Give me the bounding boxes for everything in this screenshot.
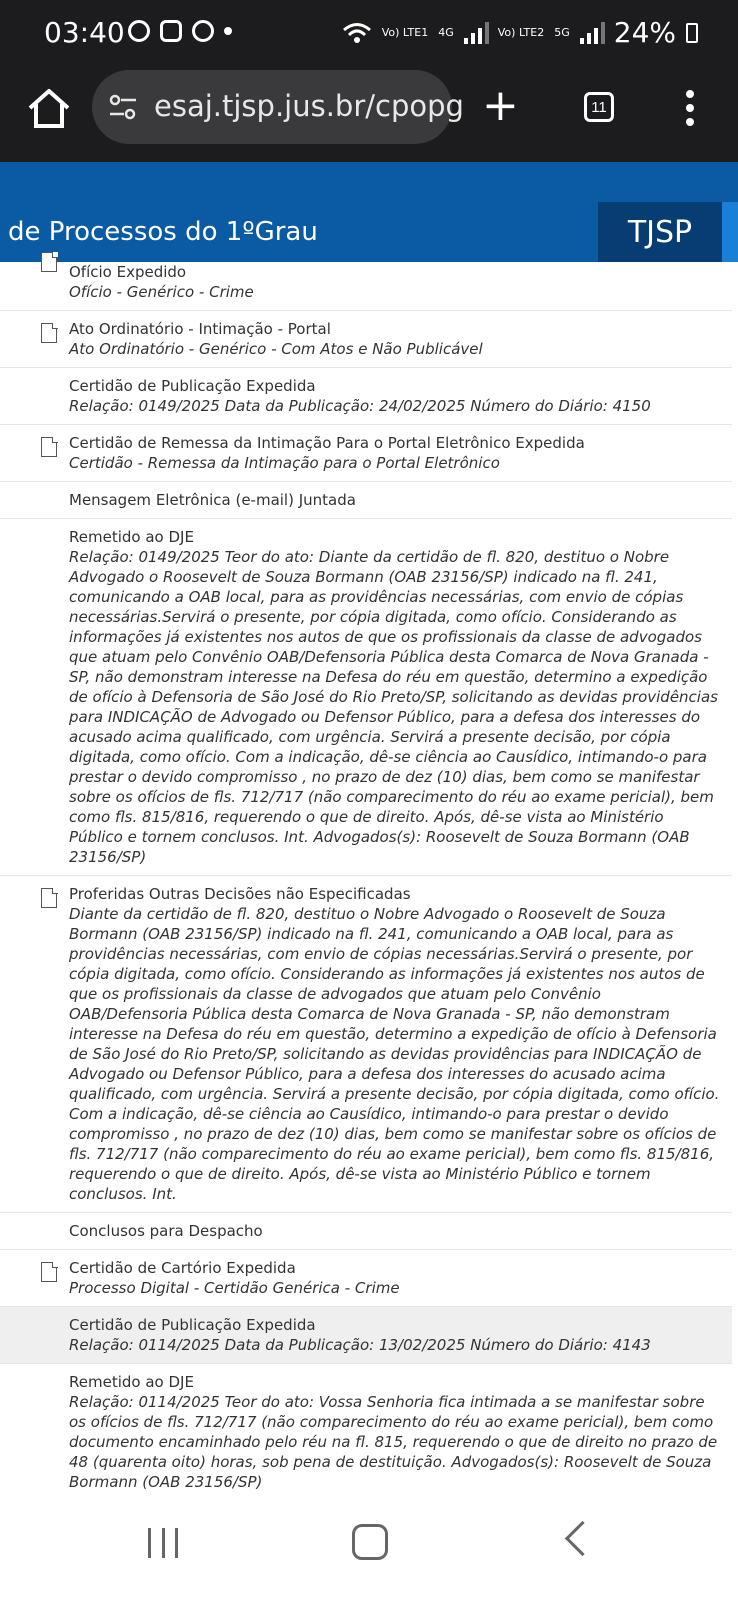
movement-title: Certidão de Cartório Expedida [69,1259,296,1277]
chat-icon [192,20,214,42]
document-icon[interactable] [41,1262,57,1282]
site-settings-icon[interactable] [108,94,138,120]
more-notifications-icon [224,27,232,35]
movements-list [0,262,732,1498]
address-bar[interactable] [92,70,464,144]
header-edge [722,202,738,262]
movement-title: Certidão de Publicação Expedida [69,377,316,395]
movement-row [0,519,732,876]
system-nav-bar [0,1498,738,1600]
signal-bars-icon [580,22,604,44]
tab-switcher-button[interactable]: 11 [584,92,614,122]
movement-row [0,1364,732,1501]
battery-charging-icon [686,23,698,43]
clock: 03:40 [44,16,125,49]
movement-title: Proferidas Outras Decisões não Especificadas [69,885,411,903]
signal-bars-icon [464,22,488,44]
movement-description: Relação: 0149/2025 Teor do ato: Diante da certidão de fl. 820, destituo o Nobre Advogado o Roosevelt de Souza Bormann (OAB 23156/SP) indicado na fl. 241, comunicando a OAB local, para as providências necessárias, com envio de cópias necessárias.Servirá o presente, por cópia digitada, como ofício. Considerando as informações já existentes nos autos de que os profissionais da classe de advogados que atuam pelo Convênio OAB/Defensoria Pública desta Comarca de Nova Granada - SP, não demonstram interesse na Defesa do réu em questão, determino a expedição de ofício à Defensoria de São José do Rio Preto/SP, solicitando as devidas providências para INDICAÇÃO de Advogado ou Defensor Público, para a defesa dos interesses do acusado acima qualificado, com urgência. Servirá a presente decisão, por cópia digitada, como ofício. Com a indicação, dê-se ciência ao Causídico, intimando-o para prestar o devido compromisso , no prazo de dez (10) dias, bem como se manifestar sobre os ofícios de fls. 712/717 (não comparecimento do réu ao exame pericial), bem como fls. 815/816, requerendo o que de direito. Após, dê-se vista ao Ministério Público e tornem conclusos. Int. Advogados(s): Roosevelt de Souza Bormann (OAB 23156/SP) [69,548,718,866]
movement-title: Conclusos para Despacho [69,1222,263,1240]
movement-row [0,1307,732,1364]
movement-description: Processo Digital - Certidão Genérica - Crime [69,1279,400,1297]
notification-icons [128,20,232,42]
site-header [0,202,738,262]
movement-title: Certidão de Publicação Expedida [69,1316,316,1334]
chrome-icon [128,20,150,42]
movement-description: Relação: 0149/2025 Data da Publicação: 24/02/2025 Número do Diário: 4150 [69,397,651,415]
movement-description: Relação: 0114/2025 Teor do ato: Vossa Senhoria fica intimada a se manifestar sobre os ofícios de fls. 712/717 (não comparecimento do réu ao exame pericial), bem como documento encaminhado pelo réu na fl. 815, requerendo o que de direito no prazo de 48 (quarenta oito) horas, sob pena de destituição. Advogados(s): Roosevelt de Souza Bormann (OAB 23156/SP) [69,1393,718,1491]
movement-row [0,311,732,368]
movement-title: Remetido ao DJE [69,1373,194,1391]
movement-row [0,262,732,311]
instagram-icon [160,20,182,42]
sim2-label: Vo) LTE2 [497,26,545,39]
movement-title: Remetido ao DJE [69,528,194,546]
new-tab-icon[interactable]: + [482,80,519,131]
movement-row [0,482,732,519]
sim1-network: 4G [438,26,454,39]
movement-row [0,425,732,482]
sim1-label: Vo) LTE1 [381,26,429,39]
movement-description: Relação: 0114/2025 Data da Publicação: 13/02/2025 Número do Diário: 4143 [69,1336,651,1354]
site-logo[interactable]: TJSP [598,202,722,262]
movement-description: Ofício - Genérico - Crime [69,283,254,301]
movement-description: Ato Ordinatório - Genérico - Com Atos e Não Publicável [69,340,483,358]
browser-toolbar [0,68,738,162]
movement-title: Ato Ordinatório - Intimação - Portal [69,320,331,338]
url-text: esaj.tjsp.jus.br/cpopg [154,89,464,123]
system-icons [342,16,698,49]
site-title: de Processos do 1ºGrau [8,217,318,247]
sim2-network: 5G [554,26,570,39]
movement-row [0,876,732,1213]
movement-title: Certidão de Remessa da Intimação Para o Portal Eletrônico Expedida [69,434,585,452]
more-menu-icon[interactable] [686,90,694,132]
home-icon[interactable] [26,86,72,132]
document-icon[interactable] [41,323,57,343]
movement-row [0,368,732,425]
document-icon[interactable] [41,437,57,457]
status-bar [0,0,738,68]
battery-percent: 24% [613,16,676,49]
movement-title: Ofício Expedido [69,263,187,281]
recent-apps-icon[interactable] [148,1528,178,1558]
movement-description: Diante da certidão de fl. 820, destituo o Nobre Advogado o Roosevelt de Souza Bormann (OAB 23156/SP) indicado na fl. 241, comunicando a OAB local, para as providências necessárias, com envio de cópias necessárias.Servirá o presente, por cópia digitada, como ofício. Considerando as informações já existentes nos autos de que os profissionais da classe de advogados que atuam pelo Convênio OAB/Defensoria Pública desta Comarca de Nova Granada - SP, não demonstram interesse na Defesa do réu em questão, determino a expedição de ofício à Defensoria de São José do Rio Preto/SP, solicitando as devidas providências para INDICAÇÃO de Advogado ou Defensor Público, para a defesa dos interesses do acusado acima qualificado, com urgência. Servirá a presente decisão, por cópia digitada, como ofício. Com a indicação, dê-se ciência ao Causídico, intimando-o para prestar o devido compromisso , no prazo de dez (10) dias, bem como se manifestar sobre os ofícios de fls. 712/717 (não comparecimento do réu ao exame pericial), bem como fls. 815/816, requerendo o que de direito. Após, dê-se vista ao Ministério Público e tornem conclusos. Int. [69,905,720,1203]
movement-description: Certidão - Remessa da Intimação para o Portal Eletrônico [69,454,500,472]
wifi-icon [342,22,372,44]
movement-row [0,1213,732,1250]
movement-title: Mensagem Eletrônica (e-mail) Juntada [69,491,356,509]
document-icon[interactable] [41,252,57,272]
home-button-icon[interactable] [352,1524,388,1560]
document-icon[interactable] [41,888,57,908]
back-icon[interactable] [565,1521,600,1556]
movement-row [0,1250,732,1307]
site-top-band [0,162,738,202]
